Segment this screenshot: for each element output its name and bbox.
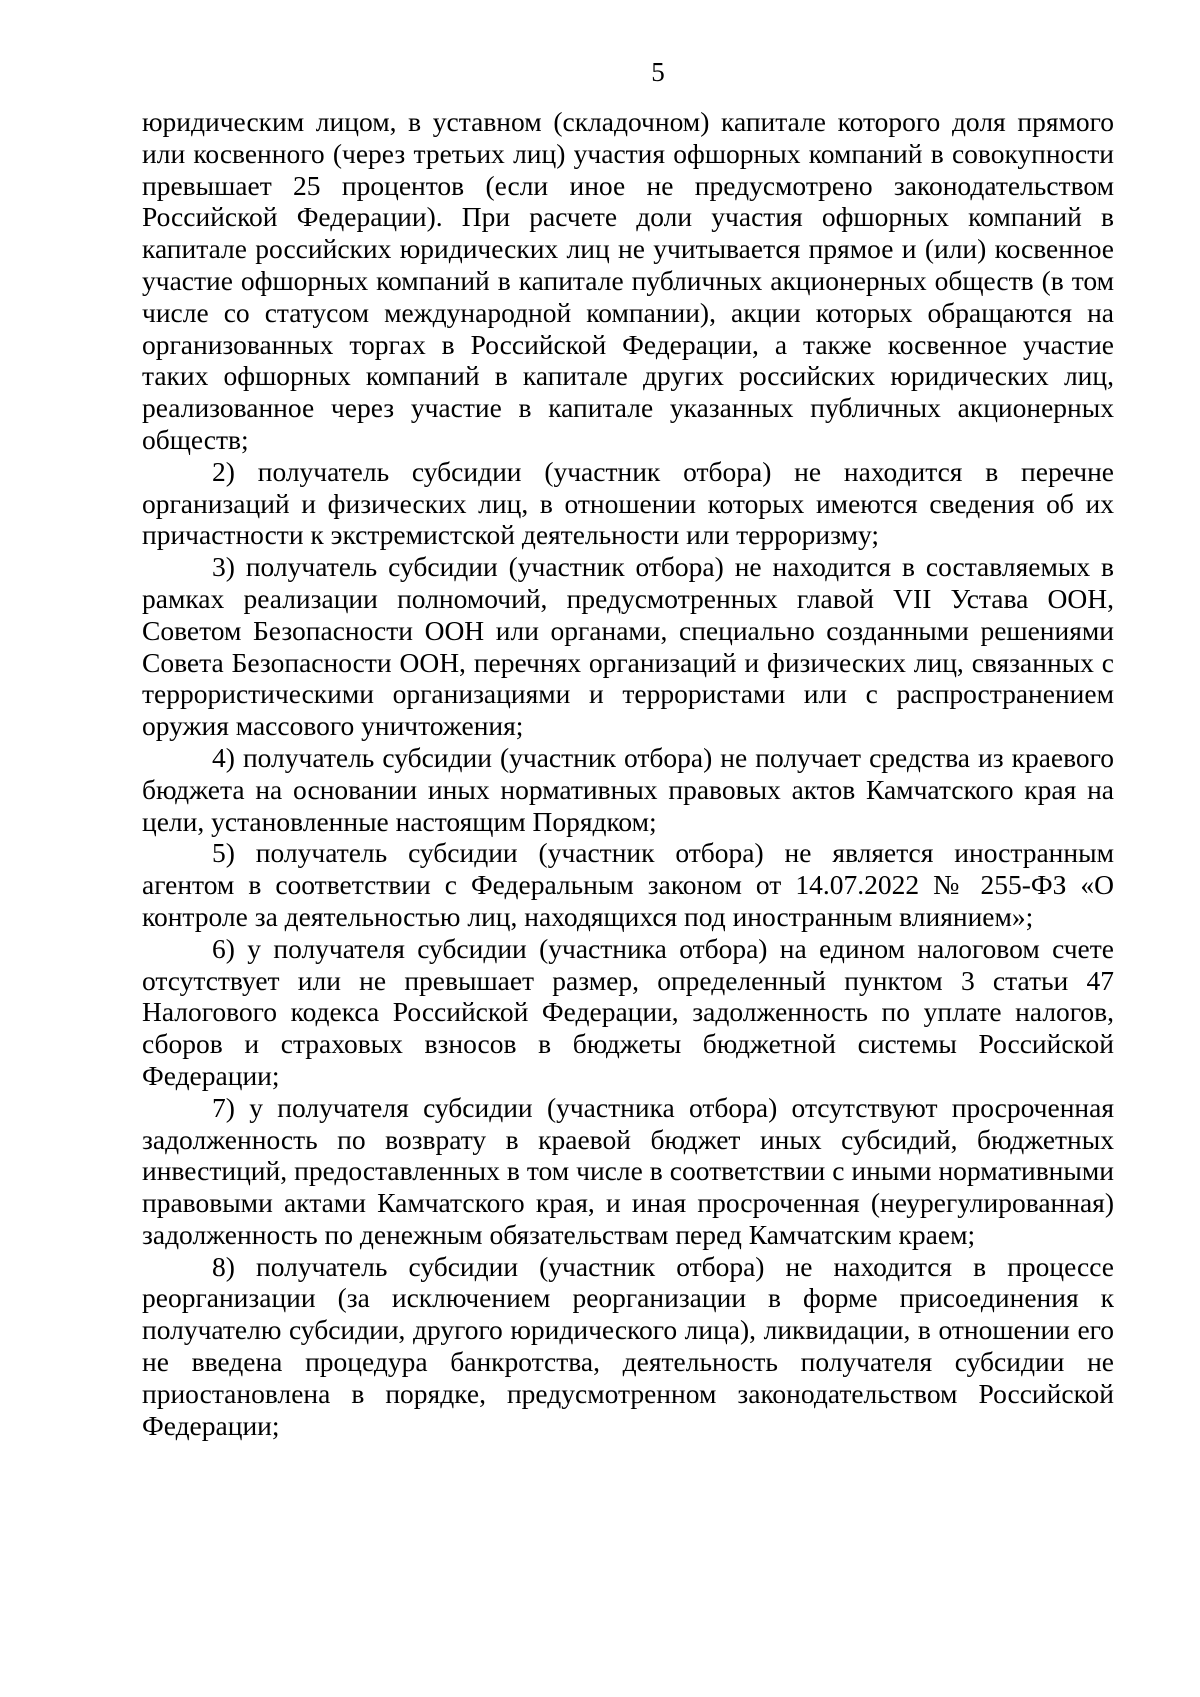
paragraph-continuation: юридическим лицом, в уставном (складочном) капитале которого доля прямого или косвенного (через третьих лиц) участия офшорных компаний в совокупности превышает 25 процентов (если иное не предусмотрено законодательством Российской Федерации). При расчете доли участия офшорных компаний в капитале российских юридических лиц не учитывается прямое и (или) косвенное участие офшорных компаний в капитале публичных акционерных обществ (в том числе со статусом международной компании), акции которых обращаются на организованных торгах в Российской Федерации, а также косвенное участие таких офшорных компаний в капитале других российских юридических лиц, реализованное через участие в капитале указанных публичных акционерных обществ; [142, 106, 1114, 455]
paragraph-item-5: 5) получатель субсидии (участник отбора) не является иностранным агентом в соответствии с Федеральным законом от 14.07.2022 № 255-ФЗ «О контроле за деятельностью лиц, находящихся под иностранным влиянием»; [142, 837, 1114, 932]
paragraph-item-4: 4) получатель субсидии (участник отбора) не получает средства из краевого бюджета на основании иных нормативных правовых актов Камчатского края на цели, установленные настоящим Порядком; [142, 741, 1114, 837]
paragraph-item-7: 7) у получателя субсидии (участника отбора) отсутствуют просроченная задолженность по возврату в краевой бюджет иных субсидий, бюджетных инвестиций, предоставленных в том числе в соответствии с иными нормативными правовыми актами Камчатского края, и иная просроченная (неурегулированная) задолженность по денежным обязательствам перед Камчатским краем; [142, 1091, 1114, 1250]
paragraph-item-2: 2) получатель субсидии (участник отбора) не находится в перечне организаций и физических лиц, в отношении которых имеются сведения об их причастности к экстремистской деятельности или терроризму; [142, 455, 1114, 551]
paragraph-item-8: 8) получатель субсидии (участник отбора) не находится в процессе реорганизации (за исключением реорганизации в форме присоединения к получателю субсидии, другого юридического лица), ликвидации, в отношении его не введена процедура банкротства, деятельность получателя субсидии не приостановлена в порядке, предусмотренном законодательством Российской Федерации; [142, 1250, 1114, 1441]
page-number: 5 [651, 57, 665, 87]
paragraph-item-6: 6) у получателя субсидии (участника отбора) на едином налоговом счете отсутствует или не превышает размер, определенный пунктом 3 статьи 47 Налогового кодекса Российской Федерации, задолженность по уплате налогов, сборов и страховых взносов в бюджеты бюджетной системы Российской Федерации; [142, 932, 1114, 1091]
paragraph-item-3: 3) получатель субсидии (участник отбора) не находится в составляемых в рамках реализации полномочий, предусмотренных главой VII Устава ООН, Советом Безопасности ООН или органами, специально созданными решениями Совета Безопасности ООН, перечнях организаций и физических лиц, связанных с террористическими организациями и террористами или с распространением оружия массового уничтожения; [142, 551, 1114, 742]
